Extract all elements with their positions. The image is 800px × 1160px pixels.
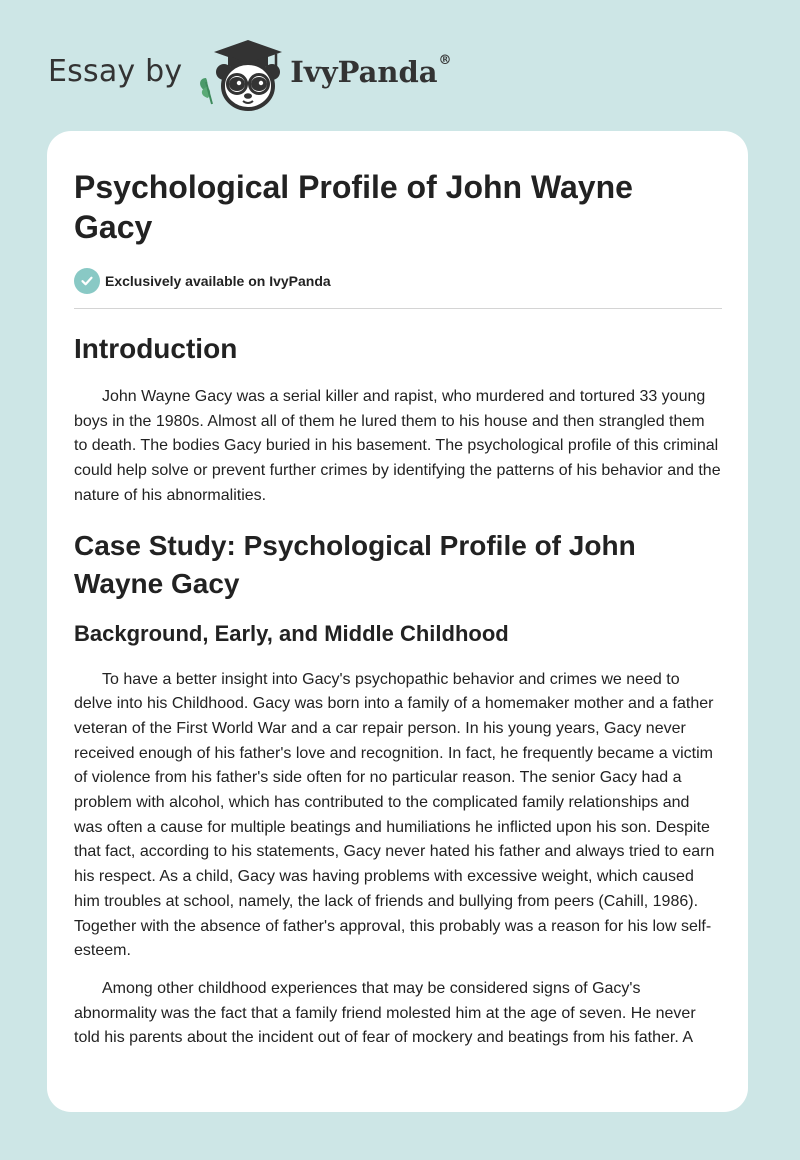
paragraph: Among other childhood experiences that may be considered signs of Gacy's abnormality was the fact that a family friend molested him at the age of seven. He never told his parents about the incident out of fear of mockery and beatings from his father. A [74,979,696,1047]
brand-name-text: IvyPanda [290,55,438,89]
brand-header [48,34,452,114]
check-icon [74,268,100,294]
brand-prefix: Essay by [48,53,183,89]
section-heading-introduction: Introduction [74,333,238,364]
panda-graduate-icon[interactable] [196,34,288,114]
brand-name[interactable] [290,55,451,89]
section-heading-case-study: Case Study: Psychological Profile of John Wayne Gacy [74,529,636,599]
subsection-heading-background: Background, Early, and Middle Childhood [74,620,509,646]
paragraph: To have a better insight into Gacy's psychopathic behavior and crimes we need to delve into his Childhood. Gacy was born into a family of a homemaker mother and a father veteran of the First World War and a car repair person. In his young years, Gacy never received enough of his father's love and recognition. In fact, he frequently became a victim of violence from his father's side often for no particular reason. The senior Gacy had a problem with alcohol, which has contributed to the complicated family relationships and was often a cause for multiple beatings and humiliations he inflicted upon his son. Despite that fact, according to his statements, Gacy never hated his father and always tried to earn his respect. As a child, Gacy was having problems with excessive weight, which caused him troubles at school, namely, the lack of friends and bullying from peers (Cahill, 1986). Together with the absence of father's approval, this probably was a reason for his low self-esteem. [74,670,715,960]
registered-mark: ® [438,53,452,68]
essay-card [47,131,748,1112]
exclusive-notice [74,267,722,295]
exclusive-label: Exclusively available on IvyPanda [105,273,331,289]
essay-title: Psychological Profile of John Wayne Gacy [74,169,633,245]
divider [74,308,722,309]
paragraph: John Wayne Gacy was a serial killer and rapist, who murdered and tortured 33 young boys in the 1980s. Almost all of them he lured them to his house and then strangled them to death. The bodies Gacy buried in his basement. The psychological profile of this criminal could help solve or prevent further crimes by identifying the patterns of his behavior and the nature of his abnormalities. [74,388,721,504]
